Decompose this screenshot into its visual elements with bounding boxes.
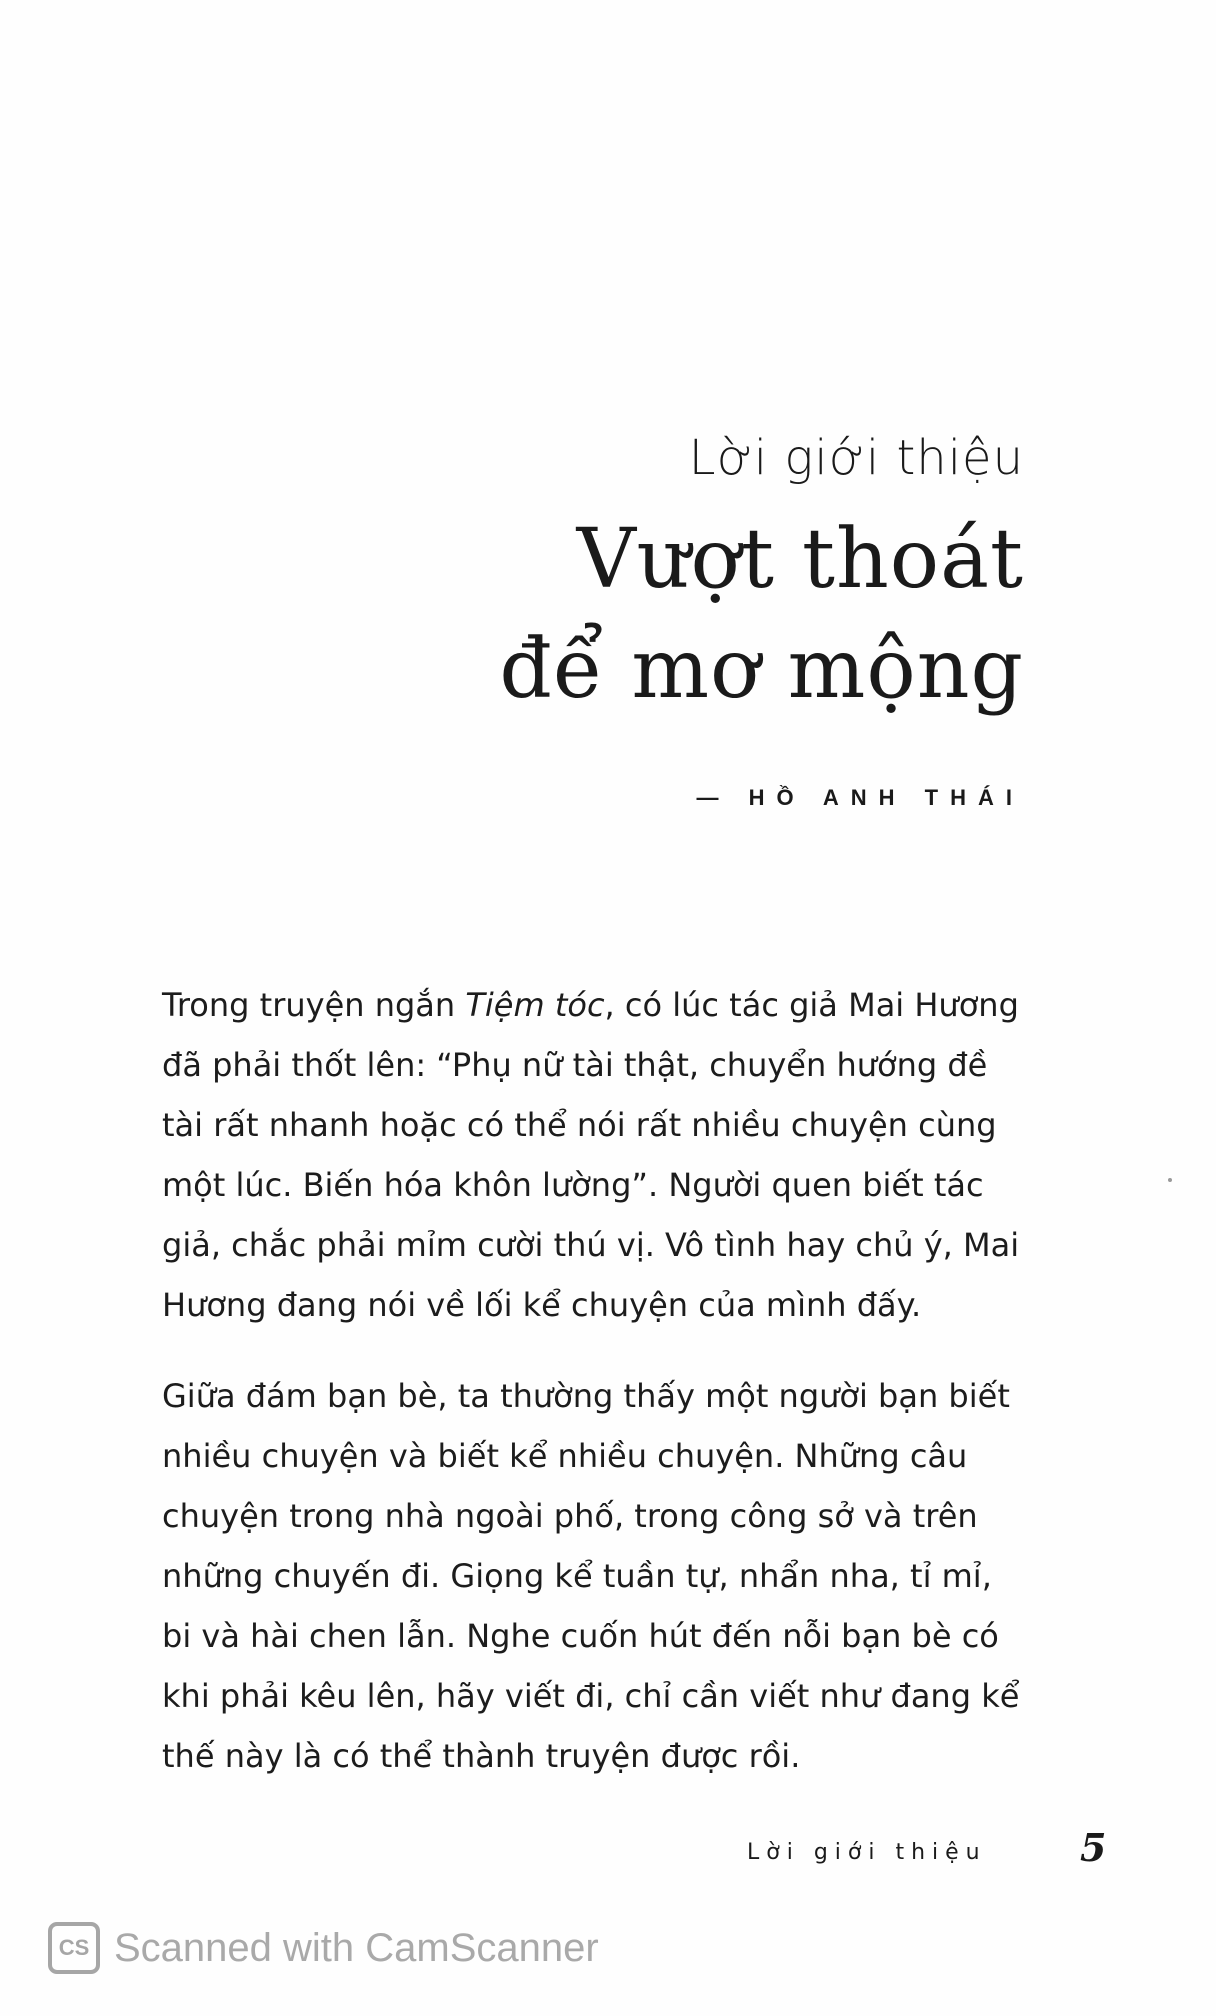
author-byline: — HỒ ANH THÁI xyxy=(696,785,1024,810)
paragraph-1 xyxy=(162,975,1028,1335)
camscanner-logo-icon: CS xyxy=(48,1922,100,1974)
paragraph-1-text xyxy=(162,975,1028,1335)
chapter-title xyxy=(499,505,1024,725)
running-footer-title: Lời giới thiệu xyxy=(747,1840,987,1865)
watermark-text: Scanned with CamScanner xyxy=(114,1925,599,1970)
chapter-title-line-2: để mơ mộng xyxy=(499,622,1024,717)
paragraph-2-text: Giữa đám bạn bè, ta thường thấy một người bạn biết nhiều chuyện và biết kể nhiều chuyện. Những câu chuyện trong nhà ngoài phố, trong công sở và trên những chuyến đi. Giọng kể tuần tự, nhẩn nha, tỉ mỉ, bi và hài chen lẫn. Nghe cuốn hút đến nỗi bạn bè có khi phải kêu lên, hãy viết đi, chỉ cần viết như đang kể thế này là có thể thành truyện được rồi. xyxy=(162,1377,1020,1775)
camscanner-watermark xyxy=(48,1922,599,1974)
paragraph-1-lead: Trong truyện ngắn xyxy=(162,986,466,1024)
paragraph-1-rest: , có lúc tác giả Mai Hương đã phải thốt lên: “Phụ nữ tài thật, chuyển hướng đề tài rất nhanh hoặc có thể nói rất nhiều chuyện cùng một lúc. Biến hóa khôn lường”. Người quen biết tác giả, chắc phải mỉm cười thú vị. Vô tình hay chủ ý, Mai Hương đang nói về lối kể chuyện của mình đấy. xyxy=(162,986,1020,1324)
page-number: 5 xyxy=(1080,1825,1107,1870)
story-title-italic: Tiệm tóc xyxy=(465,986,605,1024)
section-label: Lời giới thiệu xyxy=(688,430,1024,486)
paragraph-2 xyxy=(162,1366,1028,1786)
chapter-title-line-1: Vượt thoát xyxy=(576,512,1024,607)
scan-speck xyxy=(1168,1178,1172,1182)
